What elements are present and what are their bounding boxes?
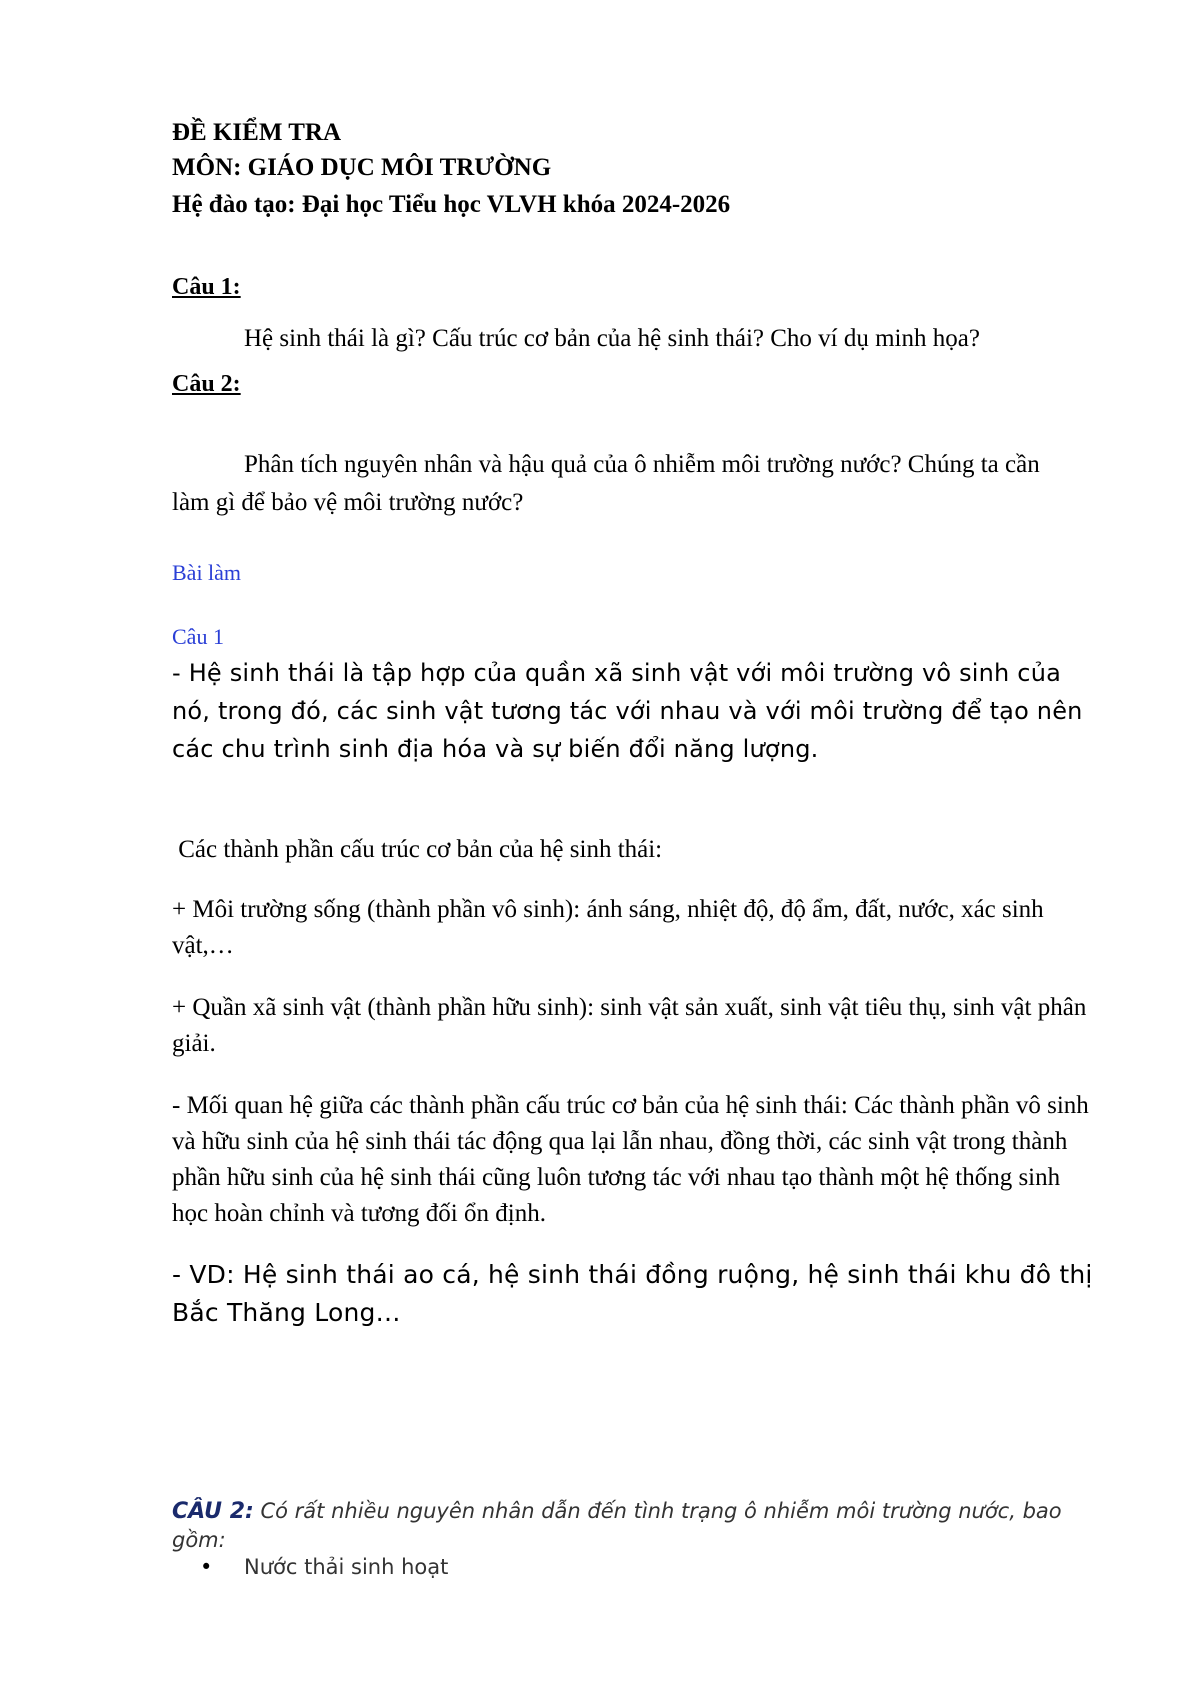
question-1-text: Hệ sinh thái là gì? Cấu trúc cơ bản của hệ sinh thái? Cho ví dụ minh họa?	[244, 325, 980, 352]
list-item-text: Nước thải sinh hoạt	[244, 1555, 449, 1579]
exam-title: ĐỀ KIỂM TRA	[172, 119, 342, 146]
component-biotic: + Quần xã sinh vật (thành phần hữu sinh): sinh vật sản xuất, sinh vật tiêu thụ, sinh vật phân giải.	[172, 994, 1087, 1057]
bullet-icon: •	[200, 1555, 213, 1579]
ecosystem-definition: - Hệ sinh thái là tập hợp của quần xã sinh vật với môi trường vô sinh của nó, trong đó, các sinh vật tương tác với nhau và với môi trường để tạo nên các chu trình sinh địa hóa và sự biến đổi năng lượng.	[172, 659, 1083, 763]
question-2-label: Câu 2:	[172, 371, 241, 397]
list-item	[200, 1553, 449, 1581]
subject-line: MÔN: GIÁO DỤC MÔI TRƯỜNG	[172, 154, 552, 181]
question-1-label: Câu 1:	[172, 274, 241, 300]
answer-q2-intro	[172, 1497, 1092, 1554]
answer-heading: Bài làm	[172, 560, 242, 585]
components-intro: Các thành phần cấu trúc cơ bản của hệ sinh thái:	[172, 836, 663, 863]
ecosystem-example: - VD: Hệ sinh thái ao cá, hệ sinh thái đồng ruộng, hệ sinh thái khu đô thị Bắc Thăng Long…	[172, 1260, 1093, 1327]
answer-q2-label: CÂU 2:	[172, 1499, 254, 1524]
component-abiotic: + Môi trường sống (thành phần vô sinh): ánh sáng, nhiệt độ, độ ẩm, đất, nước, xác sinh vật,…	[172, 896, 1044, 959]
causes-list	[172, 1553, 448, 1581]
program-line: Hệ đào tạo: Đại học Tiểu học VLVH khóa 2024-2026	[172, 191, 731, 218]
components-relationship: - Mối quan hệ giữa các thành phần cấu trúc cơ bản của hệ sinh thái: Các thành phần vô sinh và hữu sinh của hệ sinh thái tác động qua lại lẫn nhau, đồng thời, các sinh vật trong thành phần hữu sinh của hệ sinh thái cũng luôn tương tác với nhau tạo thành một hệ thống sinh học hoàn chỉnh và tương đối ổn định.	[172, 1092, 1089, 1227]
answer-q2-text: Có rất nhiều nguyên nhân dẫn đến tình trạng ô nhiễm môi trường nước, bao gồm:	[172, 1499, 1062, 1552]
answer-q1-heading: Câu 1	[172, 624, 224, 649]
question-2-text: Phân tích nguyên nhân và hậu quả của ô nhiễm môi trường nước? Chúng ta cần làm gì để bảo vệ môi trường nước?	[172, 451, 1040, 516]
